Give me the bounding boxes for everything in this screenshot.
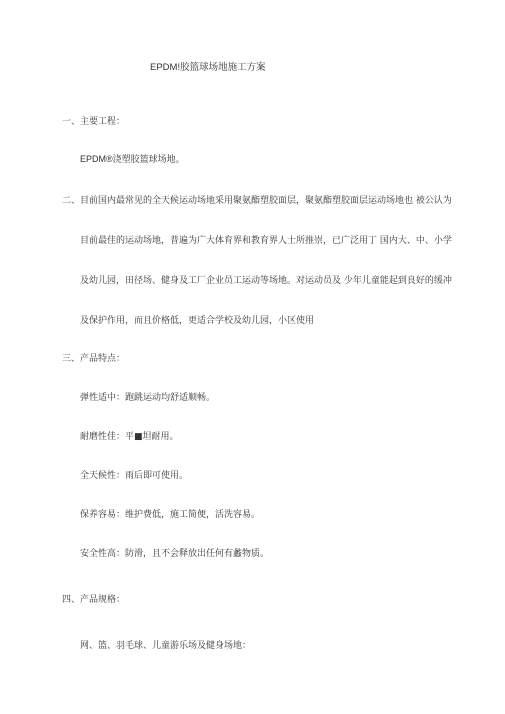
section-4-heading: 四、产品规格： (62, 595, 126, 605)
document-title (150, 62, 266, 74)
section-1-heading: 一、主要工程： (62, 117, 126, 127)
title-rest: 胶篮球场地施工方案 (180, 62, 266, 73)
feature-item: 耐磨性佳：平■坦耐用。 (80, 432, 179, 442)
section-3-heading: 三、产品特点： (62, 354, 126, 364)
title-latin: EPDM! (150, 62, 181, 73)
item-rest: 浇塑胶篮球场地。 (112, 155, 185, 165)
section-2-line-4: 及保护作用，而且价格低，更适合学校及幼儿园，小区使用 (80, 316, 315, 326)
feature-item: 保养容易：维护费低，施工简便，活洗容易。 (80, 510, 261, 520)
feature-item: 安全性高：防滑，且不会释放出任何有蠡物质。 (80, 549, 270, 559)
section-2-line-3: 及幼儿园，田径场、健身及工厂企业员工运动等场地。对运动员及 少年儿童能起到良好的缓冲 (80, 276, 452, 286)
item-latin: EPDM® (80, 154, 113, 164)
feature-item: 全天候性：雨后即可使用。 (80, 471, 189, 481)
section-2-line-2: 目前最佳的运动场地，普遍为广大体育界和教育界人士所推崇，已广泛用丁 国内大、中、小学 (80, 236, 452, 246)
section-4-item: 网、篮、羽毛球、儿童游乐场及健身场地： (80, 641, 252, 651)
section-2-line-1: 二、目前国内最常见的全天候运动场地采用聚氨酯塑胶面层，聚氨酯塑胶面层运动场地也 被公认为 (62, 196, 452, 206)
section-1-item (80, 153, 185, 166)
feature-item: 弹性适中：跑跳运动均舒适顺畅。 (80, 393, 216, 403)
